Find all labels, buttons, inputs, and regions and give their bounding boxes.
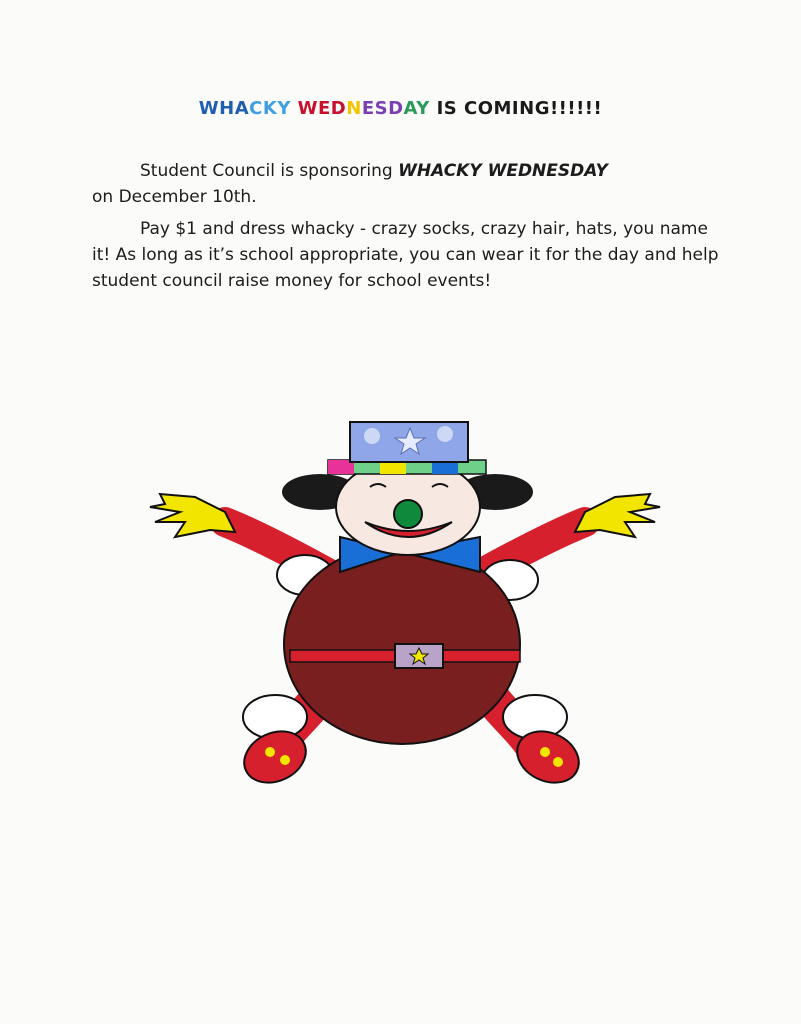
left-glove [150, 494, 235, 537]
paragraph1-after: on December 10th. [92, 187, 257, 207]
title-letter: E [318, 98, 331, 119]
title-letter [291, 98, 298, 119]
title-letter: A [234, 98, 250, 119]
right-glove [575, 494, 660, 537]
title-letter: N [346, 98, 362, 119]
title-colored-words [199, 98, 430, 119]
title-rest: IS COMING!!!!!! [429, 98, 603, 119]
title-letter: W [198, 98, 220, 119]
clown-nose [394, 500, 422, 528]
title-letter: H [219, 98, 235, 119]
title-letter: K [262, 98, 278, 119]
left-shoe-dot [265, 747, 275, 757]
title-letter: C [249, 98, 263, 119]
title-letter: E [361, 98, 375, 119]
title-letter: Y [416, 98, 430, 119]
title-letter: D [330, 98, 347, 119]
right-shoe-dot [540, 747, 550, 757]
title-letter: S [374, 98, 389, 119]
paragraph-sponsor [92, 158, 722, 210]
paragraph1-emphasis: WHACKY WEDNESDAY [398, 161, 608, 181]
title-letter: D [388, 98, 404, 119]
paragraph1-before: Student Council is sponsoring [140, 161, 399, 181]
title-letter: W [297, 98, 318, 119]
clown-illustration [140, 412, 670, 802]
title-letter: Y [277, 98, 291, 119]
hat-dot [364, 428, 380, 444]
left-shoe-dot [280, 755, 290, 765]
right-shoe-dot [553, 757, 563, 767]
paragraph2-text: Pay $1 and dress whacky - crazy socks, crazy hair, hats, you name it! As long as it’s school appropriate, you can wear it for the day and help student council raise money for school events! [92, 219, 719, 291]
title-letter: A [403, 98, 417, 119]
flyer-title [0, 98, 801, 119]
hat-dot [437, 426, 453, 442]
paragraph-details [92, 216, 722, 294]
